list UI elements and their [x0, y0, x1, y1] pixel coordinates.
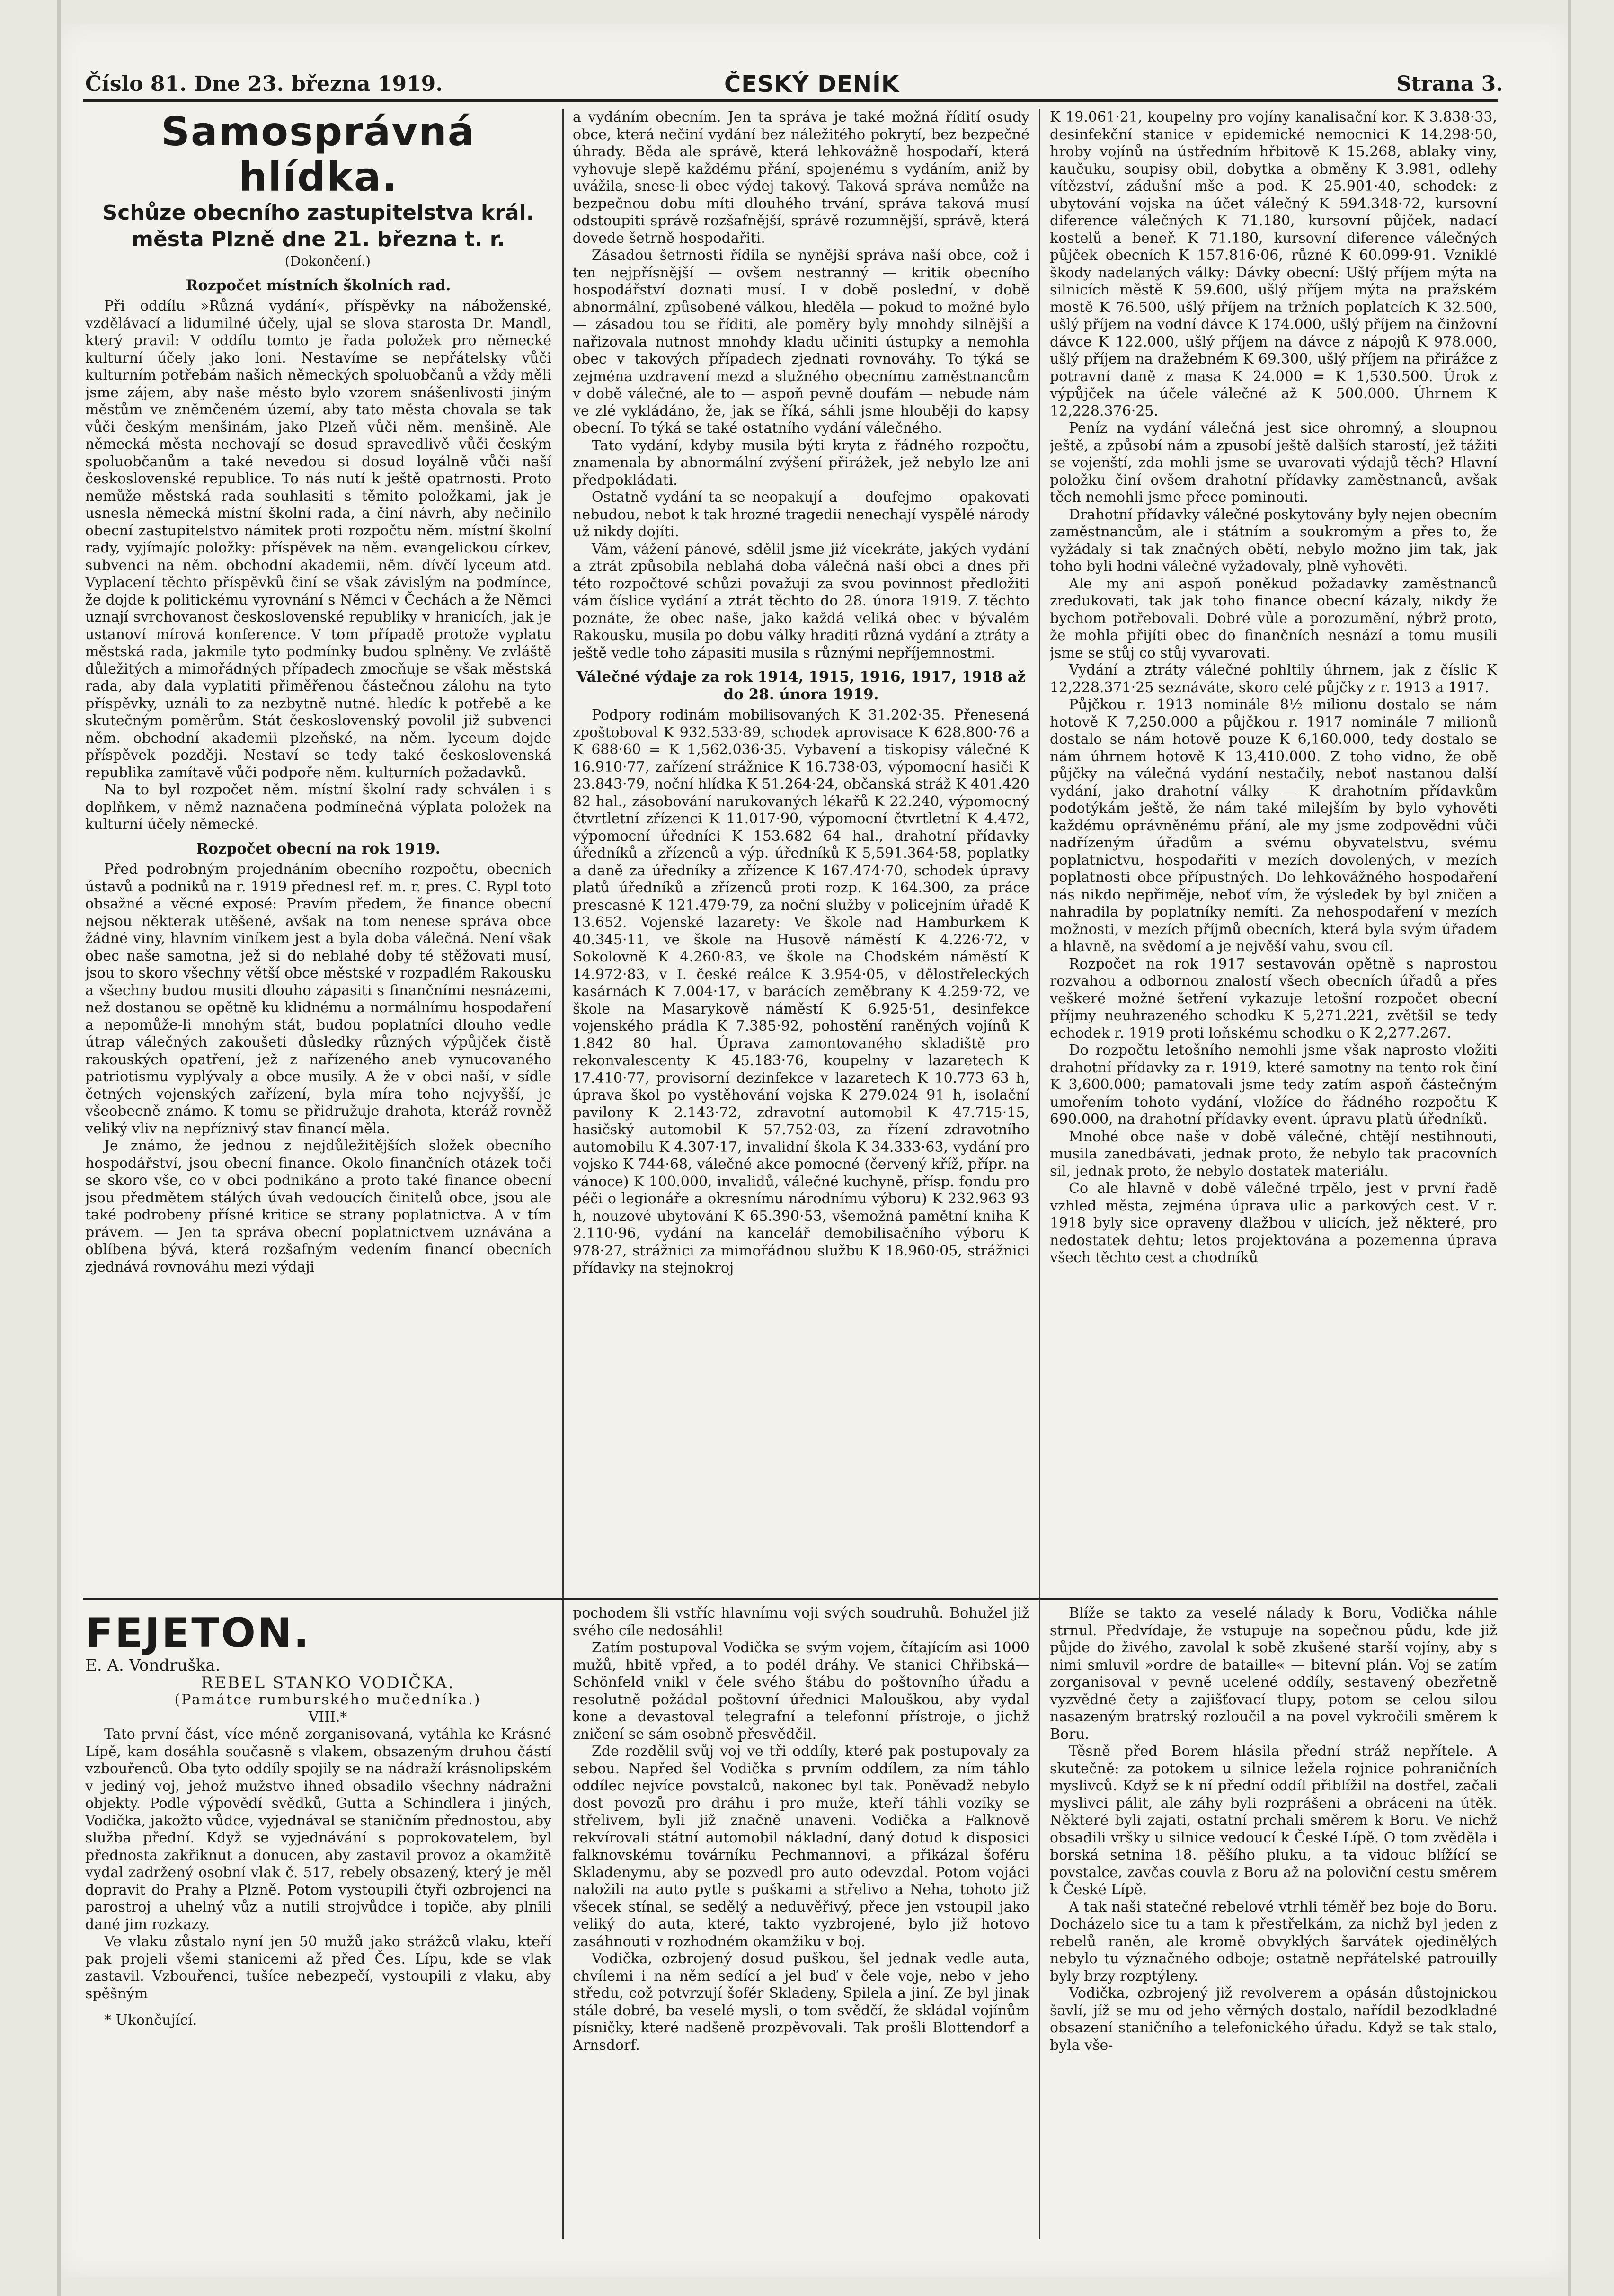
paragraph: A tak naši statečné rebelové vtrhli téměř bez boje do Boru. Docházelo sice tu a tam k přestřelkám, za nichž byl jeden z rebelů raněn, ale kromě obvyklých šarvátek ojedinělých nebylo tu význačného odboje; ostatně nepřátelské patrouilly byly brzy rozptýleny. [1050, 1898, 1497, 1985]
subhead-war-expenses: Válečné výdaje za rok 1914, 1915, 1916, 1917, 1918 až do 28. února 1919. [576, 668, 1026, 703]
story-subtitle: (Památce rumburského mučedníka.) [174, 1691, 481, 1708]
paragraph: Zásadou šetrnosti řídila se nynější správa naší obce, což i ten nejpřísnější — ovšem nestranný — kritik obecního hospodářství doznati musí. I v době poslední, v době abnormální, způsobené válkou, hleděla — pokud to možné bylo — zásadou tou se říditi, ale poměry byly mnohdy silnější a nařizovala nutnost mnohdy kladu učiniti ústupky a nemohla obec v takových případech zjednati rovnováhy. To týká se zejména uzdravení mezd a služného obecnímu zaměstnancům v době válečné, ale to — aspoň pevně doufám — nebude nám ve zlé vykládáno, že, jak se říká, sáhli jsme hlouběji do kapsy obecní. To týká se také ostatního vydání válečného. [573, 247, 1029, 436]
paragraph: Na to byl rozpočet něm. místní školní rady schválen i s doplňkem, v němž naznačena podmínečná výplata položek na kulturní účely německé. [85, 782, 551, 833]
paragraph: Drahotní přídavky válečné poskytovány byly nejen obecním zaměstnancům, ale i státním a soukromým a přes to, že vyžádaly si tak značných obětí, nebylo možno jim tak, jak toho byli hodni válečné vyžadovaly, plně vyhověti. [1050, 506, 1497, 575]
paragraph: Vydání a ztráty válečné pohltily úhrnem, jak z číslic K 12,228.371·25 seznáváte, skoro celé půjčky z r. 1913 a 1917. [1050, 662, 1497, 696]
paragraph: Ostatně vydání ta se neopakují a — doufejmo — opakovati nebudou, nebot k tak hrozné tragedii nenechají vyspělé národy už nikdy dojíti. [573, 489, 1029, 540]
paragraph: Je známo, že jednou z nejdůležitějších složek obecního hospodářství, jsou obecní finance. Okolo finančních otázek točí se skoro vše, co v obci podnikáno a proto také finance obecní jsou předmětem stálých úvah vedoucích činitelů obce, jsou ale také podrobeny přísné kritice se strany poplatnictva. A v tím právem. — Jen ta správa obecní poplatnictvem uznávána a oblíbena bývá, která rozšafným vedením financí obecních zjednává rovnováhu mezi výdaji [85, 1138, 551, 1275]
paragraph: Do rozpočtu letošního nemohli jsme však naprosto vložiti drahotní přídavky za r. 1919, které samotny na tento rok činí K 3,600.000; pamatovali jsme tedy zatím aspoň částečným umořením tohoto vydání, vložíce do řádného rozpočtu K 690.000, na drahotní přídavky event. úpravu platů úředníků. [1050, 1042, 1497, 1128]
paragraph: Peníz na vydání válečná jest sice ohromný, a sloupnou ještě, a způsobí nám a zpusobí ještě dalších starostí, jež tážiti se vojenští, zda mohli jsme se uvarovati výdajů těch? Hlavní položku činí ovšem drahotní přídavky zaměstnanců, avšak těch nemohli jsme přece pominouti. [1050, 420, 1497, 506]
feuilleton-title: FEJETON. [85, 1610, 311, 1657]
column-rule-2 [1039, 109, 1040, 2239]
paragraph: Ale my ani aspoň poněkud požadavky zaměstnanců zredukovati, tak jak toho finance obecní kázaly, nikdy že bychom potřebovali. Dobré vůle a porozumění, nýbrž proto, že mohla přijíti obec do finančních nesnází a tomu musili jsme se stůj co stůj vyvarovati. [1050, 575, 1497, 661]
paragraph: Těsně před Borem hlásila přední stráž nepřítele. A skutečně: za potokem u silnice ležela rojnice pohraničních myslivců. Když se k ní přední oddíl přiblížil na dostřel, začali myslivci pálit, ale záhy byli rozprášeni a obráceni na útěk. Některé byli zajati, ostatní prchali směrem k Boru. Ve nichž obsadili vršky u silnice vedoucí k České Lípě. O tom zvěděla i borská setnina 18. pěšího pluku, a ta vidouc blížící se povstalce, zavčas couvla z Boru až na poloviční cestu směrem k České Lípě. [1050, 1743, 1497, 1898]
paragraph: Půjčkou r. 1913 nominále 8½ milionu dostalo se nám hotově K 7,250.000 a půjčkou r. 1917 nominále 7 milionů dostalo se nám hotově pouze K 6,160.000, tedy dostalo se nám úhrnem hotově K 13,410.000. Z toho vidno, že obě půjčky na válečná vydání nestačily, neboť nastanou další vydání, jako drahotní války — K drahotním přídavkům podotýkám ještě, že nám také milejším by bylo vyhověti každému oprávněnému přání, ale my jsme zodpovědni vůči nadřízeným úřadům a svému obyvatelstvu, svému poplatnictvu, hospodařiti v mezích dovolených, v mezích poplatnosti obce přípustných. Do lehkovážného hospodaření nás nikdo nepřiměje, neboť vím, že výsledek by byl zničen a nahradila by poplatníky nemíti. Za nehospodaření v mezích možnosti, v mezích příjmů obecních, která byla svým úřadem a hlavně, na svědomí a je nejvěší vahu, svou cíl. [1050, 696, 1497, 955]
paragraph: Co ale hlavně v době válečné trpělo, jest v první řadě vzhled města, zejména úprava ulic a parkových cest. V r. 1918 byly sice opraveny dlažbou v ulicích, jež některé, pro nedostatek dehtu; letos projektována a pozemenna úprava všech těchto cest a chodníků [1050, 1180, 1497, 1266]
feuilleton-column-1 [85, 1605, 551, 2239]
subhead-school-budget: Rozpočet místních školních rad. [186, 276, 451, 294]
issue-date: Číslo 81. Dne 23. března 1919. [85, 72, 443, 96]
column-1-top [85, 109, 551, 1591]
paragraph: a vydáním obecním. Jen ta správa je také možná řídití osudy obce, která nečiní vydání bez náležitého pokrytí, bez bezpečné úhrady. Běda ale správě, která lehkovážně hospodaří, která vyhovuje slepě každému přání, spojenému s vydáním, aniž by uvážila, snese-li obec výdej takový. Taková správa nemůže na bezpečnou dobu míti dlouhého trvání, správa taková musí odstoupiti správě rozšafnější, správě rozumnější, správě, která dovede šetrně hospodařiti. [573, 109, 1029, 247]
continuation-note: (Dokončení.) [284, 253, 371, 269]
paragraph: Podpory rodinám mobilisovaných K 31.202·35. Přenesená zpoštoboval K 932.533·89, schodek aprovisace K 628.800·76 a K 688·60 = K 1,562.036·35. Vybavení a tiskopisy válečné K 16.910·77, zařízení strážnice K 16.738·03, výpomocní hasiči K 23.843·79, noční hlídka K 51.264·24, občanská stráž K 401.420 82 hal., zásobování narukovaných lékařů K 22.240, výpomocný čtvrtletní zřízenci K 11.017·90, výpomocní čtvrtletní K 4.472, výpomocní úředníci K 153.682 64 hal., drahotní přídavky úředníků a zřízenců a výp. úředníků K 5,591.364·58, poplatky a daně za úředníky a zřízence K 167.474·70, schodek úpravy platů úředníků a zřízenců proti rozp. K 164.300, za práce prescasné K 121.479·79, za noční služby v policejním úřadě K 13.652. Vojenské lazarety: Ve škole nad Hamburkem K 40.345·11, ve škole na Husově náměstí K 4.226·72, v Sokolovně K 4.260·83, ve škole na Chodském náměstí K 14.972·83, v I. české reálce K 3.954·05, v dělostřeleckých kasárnách K 7.004·17, v barácích zeměbrany K 4.259·72, ve škole na Masarykově náměstí K 6.925·51, desinfekce vojenského prádla K 7.385·92, pohostění raněných vojínů K 1.842 80 hal. Úprava zamontovaného skladiště pro rekonvalescenty K 45.183·76, koupelny v lazaretech K 17.410·77, provisorní dezinfekce v lazaretech K 10.773 63 h, úprava škol po vystěhování vojska K 279.024 91 h, isolační pavilony K 2.143·72, zdravotní automobil K 47.715·15, hasičský automobil K 57.752·03, za řízení zdravotního automobilu K 4.307·17, invalidní škola K 34.333·63, vydání pro vojsko K 744·68, válečné akce pomocné (červený kříž, přípr. na vánoce) K 100.000, invalidů, válečné kuchyně, přísp. fondu pro péči o legionáře a okresnímu národnímu výboru) K 232.963 93 h, nouzové ubytování K 65.390·53, všemožná pamětní kniha K 2.110·96, vydání na kancelář demobilisačního výboru K 978·27, strážnici za mimořádnou službu K 18.960·05, strážnici přídavky na stejnokroj [573, 707, 1029, 1276]
header-rule [83, 99, 1498, 102]
footnote: * Ukončující. [104, 2012, 197, 2029]
paragraph: Zde rozdělil svůj voj ve tři oddíly, které pak postupovaly za sebou. Napřed šel Vodička s prvním oddílem, za ním táhlo oddílec nejvíce povstalců, nakonec byl tak. Poněvadž nebylo dost povozů pro dráhu i pro muže, kteří táhli vozíky se střelivem, byli již značně unaveni. Vodička a Falknově rekvírovali státní automobil nákladní, daný dotud k disposici falknovskému továrníku Pechmannovi, a přikázal šoféru Skladenymu, aby se pozvedl pro auto odevzdal. Potom vojáci naložili na auto pytle s puškami a střelivo a Neha, tohoto již všecek stínal, se sedělý a neduvěřivý, přece jen vstoupil jako veliký do auta, které, takto vyzbrojené, bylo již hotovo zasáhnouti v rozhodném okamžiku v boj. [573, 1743, 1029, 1950]
story-title: REBEL STANKO VODIČKA. [201, 1673, 455, 1692]
paragraph: Zatím postupoval Vodička se svým vojem, čítajícím asi 1000 mužů, hbitě vpřed, a to podél dráhy. Ve stanici Chřibská—Schönfeld vnikl v čele svého štábu do poštovního úřadu a resolutně požádal poštovní úřednici Malouškou, aby vydal kone a devastoval telegrafní a telefonní přístroje, o jichž zničení se sám osobně přesvědčil. [573, 1639, 1029, 1743]
paragraph: Tato první část, více méně zorganisovaná, vytáhla ke Krásné Lípě, kam dosáhla současně s vlakem, obsazeným druhou částí vzbouřenců. Oba tyto oddíly spojily se na nádraží krásnolipském v jediný voj, jehož mužstvo ihned obsadilo všechny nádražní objekty. Podle výpovědí svědků, Gutta a Schindlera i jiných, Vodička, jakožto vůdce, vyjednával se staničním přednostou, aby služba přední. Když se vyjednávání s poprokovatelem, byl přednosta zakřiknut a donucen, aby zastavil provoz a okamžitě vydal zadržený osobní vlak č. 517, rebely obsazený, který je měl dopravit do Prahy a Plzně. Potom vystoupili čtyři ozbrojenci na parostroj a uhelný vůz a nutili strojvůdce i topiče, aby plnili dané jim rozkazy. [85, 1726, 551, 1933]
paragraph: Vám, vážení pánové, sdělil jsme již vícekráte, jakých vydání a ztrát způsobila neblahá doba válečná naší obci a dnes při této rozpočtové schůzi považuji za svou povinnost předložiti vám číslice vydání a ztrát těchto do 28. února 1919. Z těchto poznáte, že obec naše, jako každá veliká obec v bývalém Rakousku, musila po dobu války hraditi různá vydání a ztráty a ještě vedle toho zápasiti musila s různými nepříjemnostmi. [573, 541, 1029, 661]
column-2-top [573, 109, 1029, 1591]
page-edge-left [57, 0, 61, 2296]
section-title: Samosprávná hlídka. [161, 109, 476, 200]
feuilleton-column-3 [1050, 1605, 1497, 2239]
chapter-number: VIII.* [308, 1709, 347, 1726]
page-number: Strana 3. [1396, 72, 1503, 96]
feuilleton-column-2 [573, 1605, 1029, 2239]
page-edge-right [1568, 0, 1571, 2296]
column-rule-1 [562, 109, 564, 2239]
paragraph: pochodem šli vstříc hlavnímu voji svých soudruhů. Bohužel již svého cíle nedosáhli! [573, 1605, 1029, 1639]
article-title: Schůze obecního zastupitelstva král. města Plzně dne 21. března t. r. [102, 201, 534, 251]
paragraph: Tato vydání, kdyby musila býti kryta z řádného rozpočtu, znamenala by abnormální zvýšení přirážek, jež nebylo lze ani předpokládati. [573, 437, 1029, 489]
subhead-city-budget: Rozpočet obecní na rok 1919. [196, 840, 441, 857]
paragraph: Vodička, ozbrojený již revolverem a opásán důstojnickou šavlí, jíž se mu od jeho věrných dostalo, nařídil bezodkladné obsazení staničního a telefonického úřadu. Když se tak stalo, byla vše- [1050, 1985, 1497, 2054]
masthead: ČESKÝ DENÍK [724, 71, 900, 98]
paragraph: Vodička, ozbrojený dosud puškou, šel jednak vedle auta, chvílemi i na něm sedící a jel buď v čele voje, nebo v jeho středu, což potvrzují šofér Skladeny, Spilela a jiní. Ze byl jinak stále dobré, ba veselé mysli, o tom svědčí, že skládal vojínům písničky, které nadšeně prozpěvovali. Tak prošli Blottendorf a Arnsdorf. [573, 1950, 1029, 2054]
paragraph: Před podrobným projednáním obecního rozpočtu, obecních ústavů a podniků na r. 1919 přednesl ref. m. r. pres. C. Rypl toto obsažné a věcné exposé: Pravím předem, že finance obecní nejsou některak utěšené, avšak na tom nenese správa obce žádné viny, hlavním viníkem jest a byla doba válečná. Není však obec naše samotna, jež si do neblahé doby té stěžovati musí, jsou to skoro všechny větší obce městské v rozpadlém Rakousku a všechny budou musiti dlouho zápasiti s finančními nesnázemi, než dostanou se opětně ku klidnému a normálnímu hospodaření a nepomůže-li mnohým stát, budou poplatníci dlouho vedle útrap válečných zakoušeti důsledky různých výpůjček čistě rakouských opatření, jež z nařízeného aneb vynucovaného patriotismu vyplývaly a obce musily. A že v obci naší, v sídle četných vojenských zařízení, byla míra toho nejvyšší, je všeobecně známo. K tomu se přidružuje drahota, kteráž rovněž veliký vliv na nepříznivý stav financí měla. [85, 861, 551, 1137]
paragraph: Ve vlaku zůstalo nyní jen 50 mužů jako strážců vlaku, kteří pak projeli všemi stanicemi až před Čes. Lípu, kde se vlak zastavil. Vzbouřenci, tušíce nebezpečí, vystoupili z vlaku, aby spěšným [85, 1933, 551, 2002]
paragraph: Mnohé obce naše v době válečné, chtějí nestihnouti, musila zanedbávati, jednak proto, že nebylo tak pracovních sil, jednak proto, že nebylo dostatek materiálu. [1050, 1128, 1497, 1180]
feuilleton-author: E. A. Vondruška. [85, 1656, 221, 1675]
paragraph: Blíže se takto za veselé nálady k Boru, Vodička náhle strnul. Předvídaje, že vstupuje na sopečnou půdu, kde již půjde do živého, zavolal k sobě zkušené starší vojíny, aby s nimi smluvil »ordre de bataille« — bitevní plán. Voj se zatím zorganisoval v pevně ucelené oddíly, sestavený obezřetně vyzvědné čety a zajišťovací tlupy, potom se celou silou nasazeným bratrský rozloučil a na povel vykročili směrem k Boru. [1050, 1605, 1497, 1743]
paragraph: K 19.061·21, koupelny pro vojíny kanalisační kor. K 3.838·33, desinfekční stanice v epidemické nemocnici K 14.298·50, hroby vojínů na ústředním hřbitově K 15.268, ablaky viny, kaučuku, soupisy obil, dobytka a obměny K 3.981, odlehy vítězství, zádušní mše a pod. K 25.901·40, schodek: z ubytování vojska na účet válečný K 594.348·72, kursovní diference válečných K 71.180, kursovní půjček, nadací kostelů a beneř. K 71.180, kursovní diference válečných půjček obecních K 157.816·06, různé K 60.099·91. Vzniklé škody nadelaných války: Dávky obecní: Ušlý příjem mýta na silnicích městě K 59.600, ušlý příjem mýta na pražském mostě K 76.500, ušlý příjem na tržních poplatcích K 32.500, ušlý příjem na vodní dávce K 174.000, ušlý příjem na činžovní dávce K 122.000, ušlý příjem na dávce z nápojů K 978.000, ušlý příjem na dražebném K 69.300, ušlý příjem na přirážce z potravní daně z masa K 24.000 = K 1,530.500. Úrok z výpůjček na účele válečné až K 500.000. Úhrnem K 12,228.376·25. [1050, 109, 1497, 419]
paragraph: Při oddílu »Různá vydání«, příspěvky na náboženské, vzdělávací a lidumilné účely, ujal se slova starosta Dr. Mandl, který pravil: V oddílu tomto je řada položek pro německé kulturní účely jako loni. Nestavíme se nepřátelsky vůči kulturním potřebám našich německých spoluobčanů a vždy měli jsme zájem, aby naše město bylo vzorem snášenlivosti jiným městům ve zněmčeném území, aby tato města chovala se tak vůči českým menšinám, jako Plzeň vůči něm. menšině. Ale německá města nechovají se dosud spravedlivě vůči českým spoluobčanům a také nevedou si dosud loyálně vůči naší československé republice. To nás nutí k ještě opatrnosti. Proto nemůže městská rada souhlasiti s těmito položkami, jak je usnesla německá místní školní rada, a činí návrh, aby nečinilo obecní zastupitelstvo námitek proti rozpočtu něm. místní školní rady, vyjímajíc položky: příspěvek na něm. evangelickou církev, subvenci na něm. obchodní akademii, něm. dívčí lyceum atd. Vyplacení těchto příspěvků činí se však závislým na podmínce, že dojde k politickému vyrovnání s Němci v Čechách a že Němci uznají svrchovanost československé republiky v hranicích, jak je ustanoví mírová konference. V tom případě protože vyplatu městská rada, jakmile tyto podmínky budou splněny. Ve zvláště důležitých a mimořádných případech zmocňuje se však městská rada, aby dala vyplatiti přiměřenou částečnou zálohu na tyto příspěvky, uználi to za nezbytně nutné. hledíc k potřebě a ke skutečným poměrům. Stát československý povolil již subvenci něm. obchodní akademii plzeňské, na něm. lyceum dojde příspěvek později. Nestaví se tedy také československá republika zamítavě vůči podpoře něm. kulturních požadavků. [85, 298, 551, 781]
paragraph: Rozpočet na rok 1917 sestavován opětně s naprostou rozvahou a odbornou znalostí všech obecních úřadů a přes veškeré možné šetření vykazuje letošní rozpočet obecní příjmy neuhrazeného schodku K 5,271.221, zvětšil se tedy echodek r. 1919 proti loňskému schodku o K 2,277.267. [1050, 955, 1497, 1041]
feuilleton-rule [83, 1598, 1498, 1600]
column-3-top [1050, 109, 1497, 1591]
